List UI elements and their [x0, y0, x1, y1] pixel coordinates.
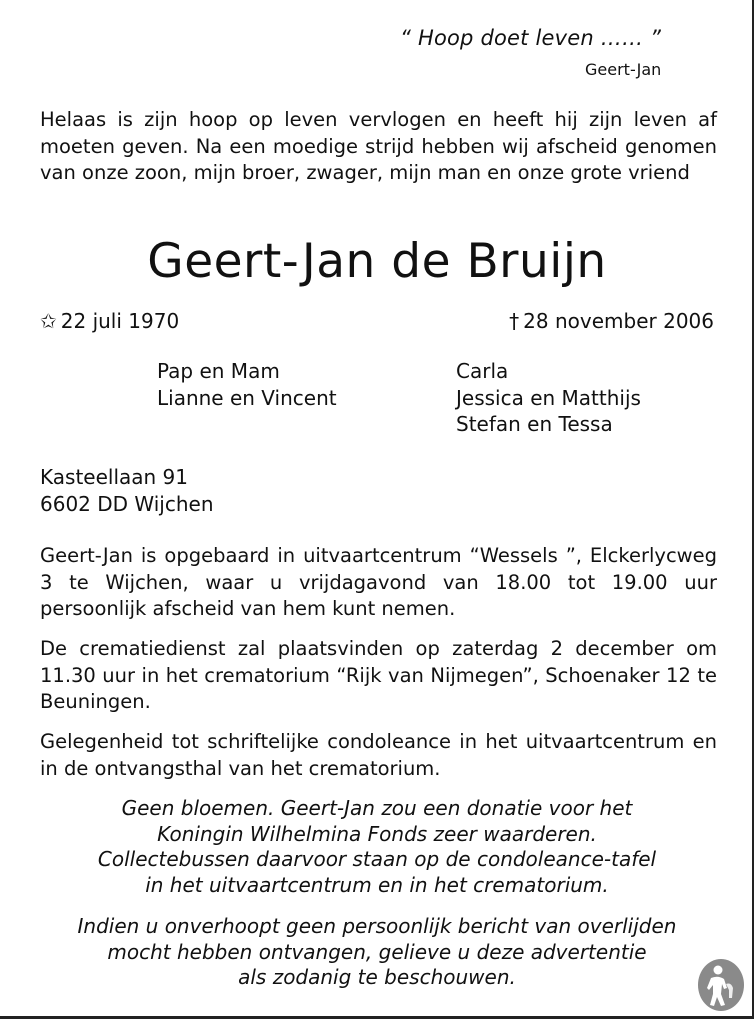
cross-icon: † — [509, 309, 520, 333]
family-member: Pap en Mam — [157, 359, 280, 383]
flowers-note-line: Koningin Wilhelmina Fonds zeer waarderen. — [157, 821, 597, 846]
motto-quote: “ Hoop doet leven …… ” — [400, 26, 662, 50]
death-line — [509, 308, 714, 334]
flowers-note-line: in het uitvaartcentrum en in het crematorium. — [145, 872, 609, 897]
address-block — [40, 464, 214, 517]
notice-block — [0, 914, 754, 991]
intro-paragraph: Helaas is zijn hoop op leven vervlogen en heeft hij zijn leven af moeten geven. Na een moedige strijd hebben wij afscheid genomen van onze zoon, mijn broer, zwager, mijn man en onze grote vriend — [40, 108, 717, 184]
death-date: 28 november 2006 — [523, 309, 714, 333]
address-city: 6602 DD Wijchen — [40, 491, 214, 516]
birth-date: 22 juli 1970 — [60, 309, 180, 333]
flowers-note-line: Collectebussen daarvoor staan op de condoleance-tafel — [97, 847, 657, 871]
flowers-note-line: Geen bloemen. Geert-Jan zou een donatie voor het — [121, 796, 633, 820]
family-right-column — [456, 358, 641, 438]
viewing-paragraph: Geert-Jan is opgebaard in uitvaartcentrum “Wessels ”, Elckerlycweg 3 te Wijchen, waar u vrijdagavond van 18.00 tot 19.00 uur persoonlijk afscheid van hem kunt nemen. — [40, 544, 717, 620]
notice-line: Indien u onverhoopt geen persoonlijk bericht van overlijden — [77, 914, 677, 938]
publisher-logo-icon — [697, 958, 745, 1012]
address-street: Kasteellaan 91 — [40, 465, 188, 489]
family-member: Jessica en Matthijs — [456, 385, 641, 410]
birth-line — [40, 308, 179, 334]
condolence-paragraph: Gelegenheid tot schriftelijke condoleance in het uitvaartcentrum en in de ontvangsthal van het crematorium. — [40, 730, 717, 780]
notice-line: mocht hebben ontvangen, gelieve u deze advertentie — [107, 939, 647, 964]
motto-author: Geert-Jan — [585, 60, 662, 79]
flowers-note — [0, 796, 754, 898]
cremation-paragraph: De crematiedienst zal plaatsvinden op zaterdag 2 december om 11.30 uur in het crematorium “Rijk van Nijmegen”, Schoenaker 12 te Beuningen. — [40, 637, 717, 713]
family-member: Carla — [456, 359, 509, 383]
family-member: Lianne en Vincent — [157, 385, 337, 410]
family-member: Stefan en Tessa — [456, 412, 613, 436]
family-left-column — [157, 358, 337, 411]
notice-line: als zodanig te beschouwen. — [238, 965, 516, 989]
deceased-name: Geert-Jan de Bruijn — [147, 234, 607, 289]
star-icon: ✩ — [40, 309, 57, 333]
